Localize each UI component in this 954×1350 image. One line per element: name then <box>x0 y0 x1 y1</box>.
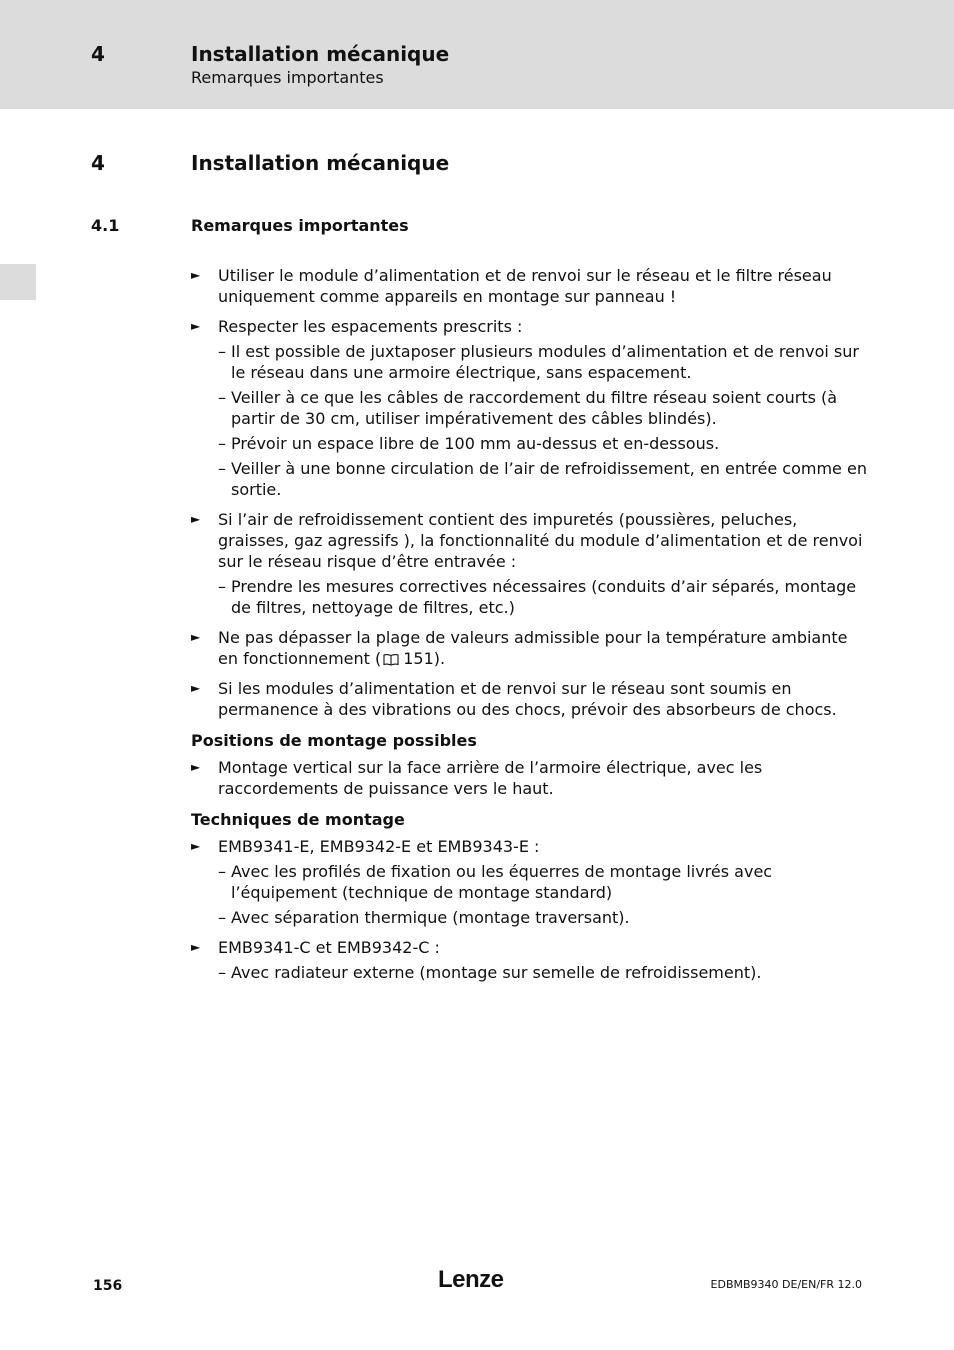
book-icon <box>383 653 399 666</box>
dash-item-text: Veiller à une bonne circulation de l’air de refroidissement, en entrée comme en sortie. <box>231 459 867 499</box>
dash-item <box>191 341 871 383</box>
dash-item <box>191 433 871 454</box>
list-item-text-before-ref: Ne pas dépasser la plage de valeurs admissible pour la température ambiante en fonctionnement ( <box>218 628 848 668</box>
lenze-logo: Lenze <box>438 1266 504 1293</box>
dash-marker: – <box>218 388 226 407</box>
list-item <box>191 316 871 337</box>
list-item <box>191 265 871 307</box>
dash-list <box>191 861 871 928</box>
bullet-arrow-icon: ► <box>191 681 201 695</box>
list-item <box>191 937 871 958</box>
bullet-arrow-icon: ► <box>191 319 201 333</box>
list-item <box>191 627 871 669</box>
dash-marker: – <box>218 459 226 478</box>
dash-marker: – <box>218 434 226 453</box>
dash-item-text: Veiller à ce que les câbles de raccordement du filtre réseau soient courts (à partir de 30 cm, utiliser impérativement des câbles blindés). <box>231 388 838 428</box>
list-item-text-after-ref: ). <box>433 649 446 668</box>
dash-item <box>191 907 871 928</box>
dash-item-text: Avec radiateur externe (montage sur semelle de refroidissement). <box>231 963 762 982</box>
dash-item-text: Il est possible de juxtaposer plusieurs modules d’alimentation et de renvoi sur le réseau dans une armoire électrique, sans espacement. <box>231 342 859 382</box>
dash-marker: – <box>218 908 226 927</box>
heading-2-number: 4.1 <box>91 216 120 235</box>
main-content <box>191 265 871 992</box>
dash-item-text: Avec séparation thermique (montage traversant). <box>231 908 630 927</box>
dash-item <box>191 861 871 903</box>
page-number: 156 <box>93 1278 123 1294</box>
dash-list <box>191 576 871 618</box>
header-chapter-number: 4 <box>91 42 105 66</box>
list-item-text: Utiliser le module d’alimentation et de renvoi sur le réseau et le filtre réseau uniquement comme appareils en montage sur panneau ! <box>218 266 832 306</box>
bullet-arrow-icon: ► <box>191 268 201 282</box>
document-id: EDBMB9340 DE/EN/FR 12.0 <box>710 1278 862 1291</box>
bullet-arrow-icon: ► <box>191 760 201 774</box>
list-item-text: Si les modules d’alimentation et de renvoi sur le réseau sont soumis en permanence à des vibrations ou des chocs, prévoir des absorbeurs de chocs. <box>218 679 837 719</box>
list-item <box>191 836 871 857</box>
list-item-text: Si l’air de refroidissement contient des impuretés (poussières, peluches, graisses, gaz agressifs ), la fonctionnalité du module d’alimentation et de renvoi sur le réseau risque d’être entravée : <box>218 510 863 571</box>
list-item <box>191 757 871 799</box>
dash-item <box>191 387 871 429</box>
list-item-text: Montage vertical sur la face arrière de l’armoire électrique, avec les raccordements de puissance vers le haut. <box>218 758 763 798</box>
dash-item-text: Avec les profilés de fixation ou les équerres de montage livrés avec l’équipement (technique de montage standard) <box>231 862 773 902</box>
dash-item <box>191 458 871 500</box>
list-item <box>191 678 871 720</box>
header-chapter-title: Installation mécanique <box>191 42 450 66</box>
dash-item <box>191 962 871 983</box>
dash-list <box>191 341 871 500</box>
heading-1-number: 4 <box>91 151 105 175</box>
list-item-text: Respecter les espacements prescrits : <box>218 317 523 336</box>
heading-1-title: Installation mécanique <box>191 151 450 175</box>
dash-marker: – <box>218 963 226 982</box>
page-header <box>0 0 954 109</box>
bullet-arrow-icon: ► <box>191 940 201 954</box>
heading-2-title: Remarques importantes <box>191 216 409 235</box>
positions-heading: Positions de montage possibles <box>191 731 477 750</box>
page-reference[interactable]: 151 <box>403 649 434 668</box>
list-item-text: EMB9341-E, EMB9342-E et EMB9343-E : <box>218 837 540 856</box>
techniques-heading: Techniques de montage <box>191 810 405 829</box>
dash-marker: – <box>218 577 226 596</box>
header-section-title: Remarques importantes <box>191 68 384 87</box>
bullet-arrow-icon: ► <box>191 839 201 853</box>
dash-marker: – <box>218 862 226 881</box>
chapter-side-tab <box>0 264 36 300</box>
bullet-arrow-icon: ► <box>191 512 201 526</box>
dash-list <box>191 962 871 983</box>
dash-item-text: Prendre les mesures correctives nécessaires (conduits d’air séparés, montage de filtres, nettoyage de filtres, etc.) <box>231 577 857 617</box>
dash-marker: – <box>218 342 226 361</box>
list-item <box>191 509 871 572</box>
dash-item <box>191 576 871 618</box>
bullet-arrow-icon: ► <box>191 630 201 644</box>
list-item-text: EMB9341-C et EMB9342-C : <box>218 938 440 957</box>
dash-item-text: Prévoir un espace libre de 100 mm au-dessus et en-dessous. <box>231 434 720 453</box>
